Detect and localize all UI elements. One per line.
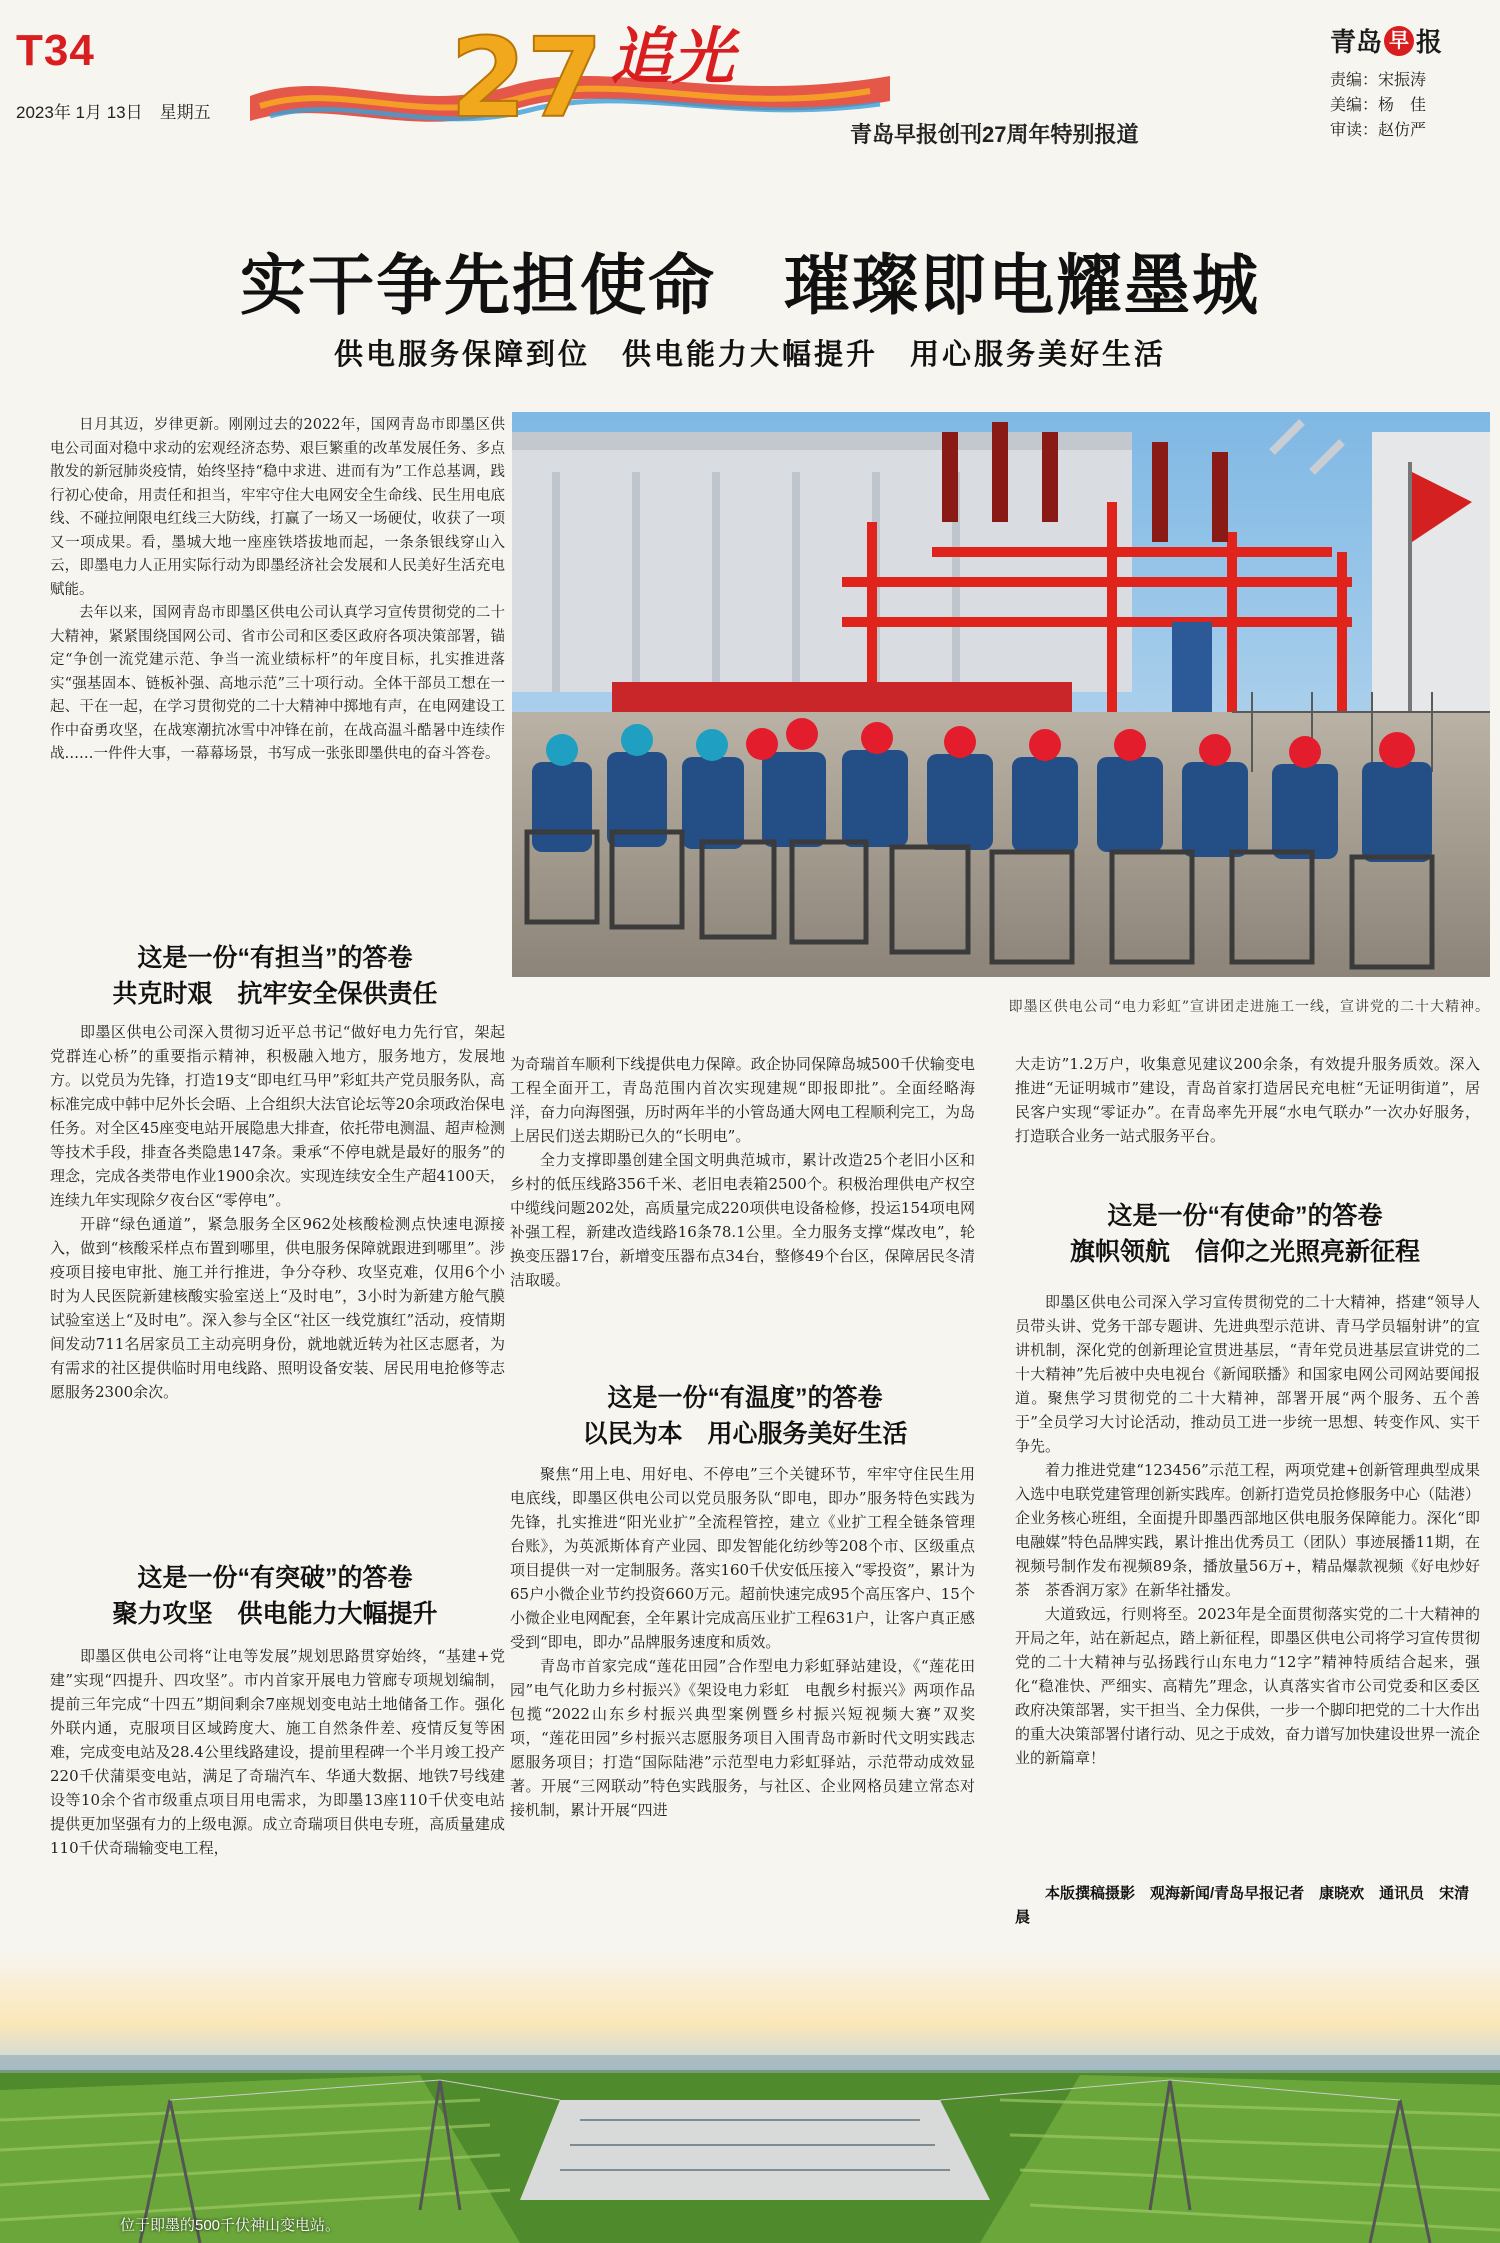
body-paragraph: 青岛市首家完成“莲花田园”合作型电力彩虹驿站建设，《“莲花田园”电气化助力乡村振兴》《架设电力彩虹 电靓乡村振兴》两项作品包揽“2022山东乡村振兴典型案例暨乡村振兴短视频大赛”双奖项，“莲花田园”乡村振兴志愿服务项目入围青岛市新时代文明实践志愿服务项目；打造“国际陆港”示范型电力彩虹驿站，示范带动成效显著。开展“三网联动”特色实践服务，与社区、企业网格员建立常态对接机制，累计开展“四进 bbox=[510, 1657, 975, 1819]
main-photo bbox=[512, 412, 1490, 977]
logo-seal-icon: 早 bbox=[1384, 26, 1414, 56]
logo-text-right: 报 bbox=[1416, 27, 1443, 57]
newspaper-logo bbox=[1330, 22, 1442, 59]
substation-aerial-photo bbox=[0, 1950, 1500, 2243]
issue-date: 2023年 1月 13日 星期五 bbox=[16, 103, 211, 122]
section-title-breakthrough bbox=[40, 1560, 510, 1632]
body-paragraph: 聚焦“用上电、用好电、不停电”三个关键环节，牢牢守住民生用电底线，即墨区供电公司以党员服务队“即电，即办”服务特色实践为先锋，扎实推进“阳光业扩”全流程管控，建立《业扩工程全链条管理台账》，为英派斯体育产业园、即发智能化纺纱等208个市、区级重点项目提供一对一定制服务。落实160千伏安低压接入“零投资”，累计为65户小微企业节约投资660万元。超前快速完成95个高压客户、15个小微企业电网配套，全年累计完成高压业扩工程631户，让客户真正感受到“即电，即办”品牌服务速度和质效。 bbox=[510, 1465, 975, 1651]
column3-continuation bbox=[1015, 1052, 1480, 1148]
intro-paragraph: 日月其迈，岁律更新。刚刚过去的2022年，国网青岛市即墨区供电公司面对稳中求动的宏观经济态势、艰巨繁重的改革发展任务、多点散发的新冠肺炎疫情，始终坚持“稳中求进、进而有为”工作总基调，践行初心使命，用责任和担当，牢牢守住大电网安全生命线、民生用电底线、不碰拉闸限电红线三大防线，打赢了一场又一场硬仗，收获了一项又一项成果。看，墨城大地一座座铁塔拔地而起，一条条银线穿山入云，即墨电力人正用实际行动为即墨经济社会发展和人民美好生活充电赋能。 bbox=[50, 417, 505, 598]
sub-headline: 供电服务保障到位 供电能力大幅提升 用心服务美好生活 bbox=[333, 339, 1166, 371]
section-title-line: 这是一份“有温度”的答卷 bbox=[607, 1384, 883, 1412]
body-paragraph: 即墨区供电公司深入学习宣传贯彻党的二十大精神，搭建“领导人员带头讲、党务干部专题讲、先进典型示范讲、青马学员辐射讲”的宣讲机制，深化党的创新理论宣贯进基层，“青年党员进基层宣讲党的二十大精神”先后被中央电视台《新闻联播》和国家电网公司网站要闻报道。聚焦学习贯彻党的二十大精神，部署开展“两个服务、五个善于”全员学习大讨论活动，推动员工进一步统一思想、转变作风、实干争先。 bbox=[1015, 1293, 1480, 1455]
intro-text bbox=[50, 414, 505, 767]
substation-yard bbox=[520, 2100, 990, 2200]
page-number: T34 bbox=[16, 26, 95, 75]
body-paragraph: 大道致远，行则将至。2023年是全面贯彻落实党的二十大精神的开局之年，站在新起点，踏上新征程，即墨区供电公司将学习宣传贯彻党的二十大精神与弘扬践行山东电力“12字”精神特质结合起来，强化“稳准快、严细实、高精先”理念，认真落实省市公司党委和区委区政府决策部署，实干担当、全力保供，一步一个脚印把党的二十大作出的重大决策部署付诸行动、见之于成效，奋力谱写加快建设世界一流企业的新篇章！ bbox=[1015, 1605, 1481, 1767]
section-body-responsibility bbox=[50, 1020, 505, 1404]
body-paragraph: 着力推进党建“123456”示范工程，两项党建+创新管理典型成果入选中电联党建管理创新实践库。创新打造党员抢修服务中心（陆港）企业务核心班组，全面提升即墨西部地区供电服务保障能力。深化“即电融媒”特色品牌实践，累计推出优秀员工（团队）事迹展播11期，在视频号制作发布视频89条，播放量56万+，精品爆款视频《好电炒好茶 茶香润万家》在新华社播发。 bbox=[1015, 1461, 1481, 1599]
special-report-title: 青岛早报创刊27周年特别报道 bbox=[850, 122, 1139, 147]
body-paragraph: 大走访”1.2万户，收集意见建议200余条，有效提升服务质效。深入推进“无证明城市”建设，青岛首家打造居民充电桩“无证明街道”，居民客户实现“零证办”。在青岛率先开展“水电气联办”一次办好服务，打造联合业务一站式服务平台。 bbox=[1015, 1055, 1480, 1145]
substation-lecture-photo bbox=[512, 412, 1490, 977]
section-body-mission bbox=[1015, 1290, 1480, 1770]
section-title-line: 这是一份“有突破”的答卷 bbox=[137, 1564, 413, 1592]
body-paragraph: 全力支撑即墨创建全国文明典范城市，累计改造25个老旧小区和乡村的低压线路356千米、老旧电表箱2500个。积极治理供电产权空中缆线问题202处，高质量完成220项供电设备检修，投运154项电网补强工程，新建改造线路16条78.1公里。全力服务支撑“煤改电”，轮换变压器17台，新增变压器布点34台，整修49个台区，保障居民冬清洁取暖。 bbox=[510, 1151, 975, 1289]
anniversary-slogan: 追光 bbox=[610, 20, 735, 93]
section-title-warmth bbox=[510, 1380, 980, 1452]
editor-credit: 责编：宋振涛 bbox=[1330, 72, 1427, 89]
section-body-breakthrough bbox=[50, 1644, 505, 1860]
intro-paragraph: 去年以来，国网青岛市即墨区供电公司认真学习宣传贯彻党的二十大精神，紧紧围绕国网公司、省市公司和区委区政府各项决策部署，锚定“争创一流党建示范、争当一流业绩标杆”的年度目标，扎实推进落实“强基固本、链板补强、高地示范”三十项行动。全体干部员工想在一起、干在一起，在学习贯彻党的二十大精神中掷地有声，在电网建设工作中奋勇攻坚，在战寒潮抗冰雪中冲锋在前，在战高温斗酷暑中连续作战……一件件大事，一幕幕场景，书写成一张张即墨供电的奋斗答卷。 bbox=[50, 605, 505, 762]
section-title-mission bbox=[1010, 1198, 1480, 1270]
section-title-line: 聚力攻坚 供电能力大幅提升 bbox=[112, 1600, 438, 1628]
proofreader-credit: 审读：赵仿严 bbox=[1330, 122, 1427, 139]
aerial-photo bbox=[0, 1950, 1500, 2243]
masthead bbox=[0, 0, 1500, 200]
section-title-line: 这是一份“有担当”的答卷 bbox=[137, 944, 413, 972]
byline: 本版撰稿摄影 观海新闻/青岛早报记者 康晓欢 通讯员 宋清晨 bbox=[1015, 1885, 1470, 1926]
section-body-warmth bbox=[510, 1462, 975, 1822]
body-paragraph: 即墨区供电公司深入贯彻习近平总书记“做好电力先行官，架起党群连心桥”的重要指示精神，积极融入地方，服务地方，发展地方。以党员为先锋，打造19支“即电红马甲”彩虹共产党员服务队，高标准完成中韩中尼外长会晤、上合组织大法官论坛等20余项政治保电任务。对全区45座变电站开展隐患大排查，依托带电测温、超声检测等技术手段，排查各类隐患147条。秉承“不停电就是最好的服务”的理念，完成各类带电作业1900余次。实现连续安全生产超4100天，连续九年实现除夕夜台区“零停电”。 bbox=[50, 1023, 505, 1209]
body-paragraph: 开辟“绿色通道”，紧急服务全区962处核酸检测点快速电源接入，做到“核酸采样点布置到哪里，供电服务保障就跟进到哪里”。涉疫项目接电审批、施工并行推进，争分夺秒、攻坚克难，仅用6个小时为人民医院新建核酸实验室送上“及时电”，3小时为新建方舱气膜试验室送上“及时电”。深入参与全区“社区一线党旗红”活动，疫情期间发动711名居家员工主动亮明身份，就地就近转为社区志愿者，为有需求的社区提供临时用电线路、照明设备安装、居民用电抢修等志愿服务2300余次。 bbox=[50, 1215, 505, 1401]
section-title-line: 这是一份“有使命”的答卷 bbox=[1107, 1202, 1383, 1230]
staff-credits bbox=[1330, 68, 1426, 143]
body-paragraph: 为奇瑞首车顺利下线提供电力保障。政企协同保障岛城500千伏输变电工程全面开工，青岛范围内首次实现建规“即报即批”。全面经略海洋，奋力向海图强，历时两年半的小管岛通大网电工程顺利完工，为岛上居民们送去期盼已久的“长明电”。 bbox=[510, 1055, 976, 1145]
section-title-line: 以民为本 用心服务美好生活 bbox=[582, 1420, 908, 1448]
section-title-line: 共克时艰 抗牢安全保供责任 bbox=[112, 980, 438, 1008]
logo-text-left: 青岛 bbox=[1330, 27, 1383, 57]
main-photo-caption: 即墨区供电公司“电力彩虹”宣讲团走进施工一线，宣讲党的二十大精神。 bbox=[1008, 999, 1490, 1015]
main-headline: 实干争先担使命 璀璨即电耀墨城 bbox=[240, 246, 1260, 324]
section-title-line: 旗帜领航 信仰之光照亮新征程 bbox=[1069, 1238, 1420, 1266]
designer-credit: 美编：杨 佳 bbox=[1330, 97, 1427, 114]
aerial-photo-caption: 位于即墨的500千伏神山变电站。 bbox=[120, 2217, 341, 2234]
anniversary-number: 27 bbox=[450, 14, 604, 142]
column2-continuation bbox=[510, 1052, 975, 1292]
section-title-responsibility bbox=[40, 940, 510, 1012]
body-paragraph: 即墨区供电公司将“让电等发展”规划思路贯穿始终，“基建+党建”实现“四提升、四攻坚”。市内首家开展电力管廊专项规划编制，提前三年完成“十四五”期间剩余7座规划变电站土地储备工作。强化外联内通，克服项目区域跨度大、施工自然条件差、疫情反复等困难，完成变电站及28.4公里线路建设，提前里程碑一个半月竣工投产220千伏蒲渠变电站，满足了奇瑞汽车、华通大数据、地铁7号线建设等10余个省市级重点项目用电需求，为即墨13座110千伏变电站提供更加坚强有力的上级电源。成立奇瑞项目供电专班，高质量建成110千伏奇瑞输变电工程， bbox=[50, 1647, 505, 1857]
anniversary-banner-art bbox=[250, 6, 890, 156]
